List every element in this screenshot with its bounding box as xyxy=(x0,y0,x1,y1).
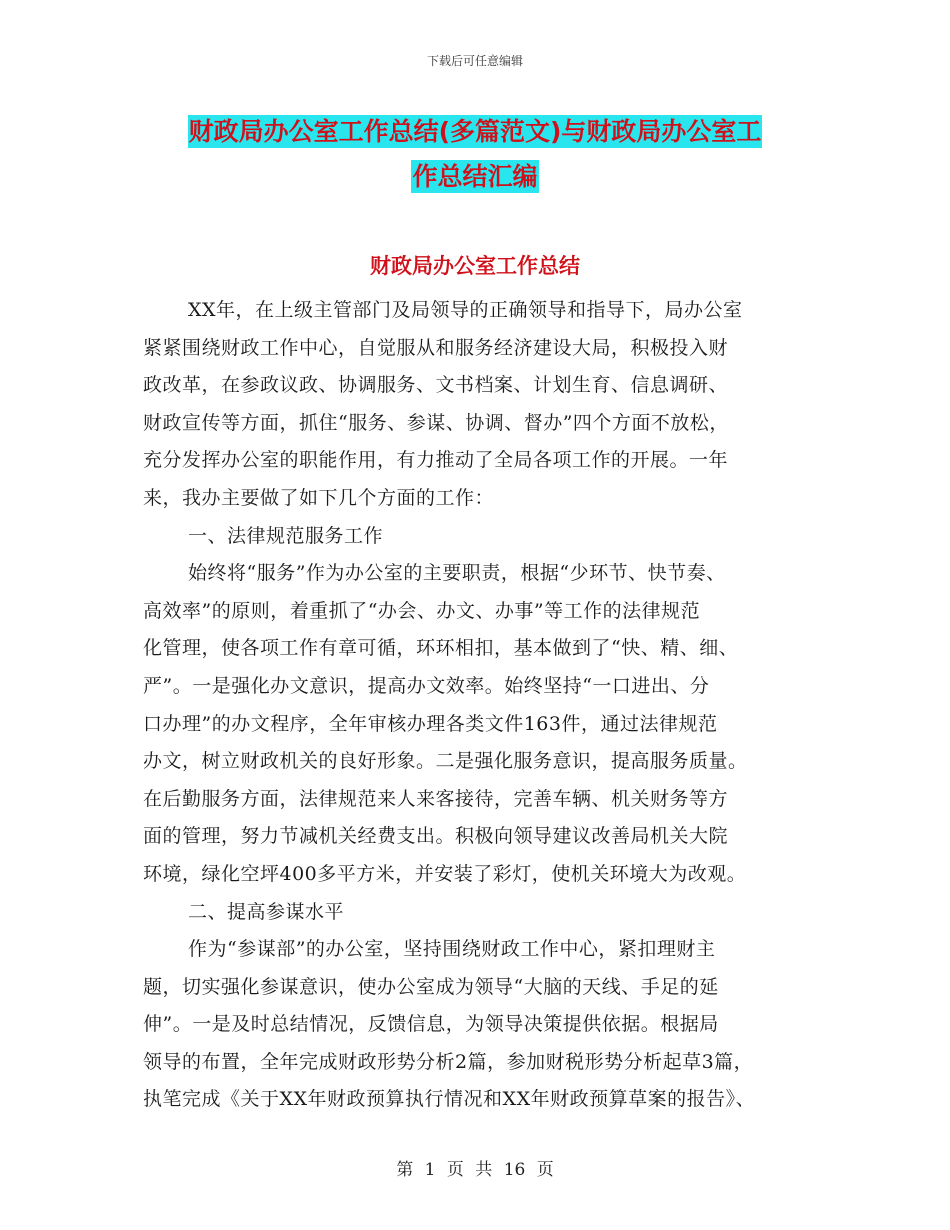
header-note: 下载后可任意编辑 xyxy=(426,54,523,68)
section-heading: 二、提高参谋水平 xyxy=(188,900,345,923)
text-line: 作为“参谋部”的办公室，坚持围绕财政工作中心，紧扣理财主 xyxy=(188,938,716,961)
text-line: 题，切实强化参谋意识，使办公室成为领导“大脑的天线、手足的延 xyxy=(143,975,719,998)
text-line: 来，我办主要做了如下几个方面的工作： xyxy=(143,486,495,509)
text-line: 高效率”的原则，着重抓了“办会、办文、办事”等工作的法律规范 xyxy=(143,599,701,622)
body-text xyxy=(143,292,823,1119)
text-line: 充分发挥办公室的职能作用，有力推动了全局各项工作的开展。一年 xyxy=(143,449,729,472)
text-line: 在后勤服务方面，法律规范来人来客接待，完善车辆、机关财务等方 xyxy=(143,787,729,810)
section-heading: 一、法律规范服务工作 xyxy=(188,524,384,547)
text-line: 面的管理，努力节减机关经费支出。积极向领导建议改善局机关大院 xyxy=(143,825,729,848)
text-line: 伸”。一是及时总结情况，反馈信息，为领导决策提供依据。根据局 xyxy=(143,1013,719,1036)
section-title: 财政局办公室工作总结 xyxy=(370,254,580,278)
text-line: 领导的布置，全年完成财政形势分析2篇，参加财税形势分析起草3篇， xyxy=(143,1050,754,1073)
text-line: 严”。一是强化办文意识，提高办文效率。始终坚持“一口进出、分 xyxy=(143,674,710,697)
text-line: 环境，绿化空坪400多平方米，并安装了彩灯，使机关环境大为改观。 xyxy=(143,862,747,885)
text-line: 始终将“服务”作为办公室的主要职责，根据“少环节、快节奏、 xyxy=(188,562,726,585)
document-title-line-1 xyxy=(0,112,950,148)
text-line: XX年，在上级主管部门及局领导的正确领导和指导下，局办公室 xyxy=(188,299,743,321)
text-line: 口办理”的办文程序，全年审核办理各类文件163件，通过法律规范 xyxy=(143,712,718,735)
text-line: 财政宣传等方面，抓住“服务、参谋、协调、督办”四个方面不放松， xyxy=(143,411,729,434)
page-footer: 第 1 页 共 16 页 xyxy=(396,1160,554,1180)
text-line: 办文，树立财政机关的良好形象。二是强化服务意识，提高服务质量。 xyxy=(143,750,748,773)
text-line: 化管理，使各项工作有章可循，环环相扣，基本做到了“快、精、细、 xyxy=(143,637,739,660)
text-line: 政改革，在参政议政、协调服务、文书档案、计划生育、信息调研、 xyxy=(143,374,729,397)
title-highlight-1: 财政局办公室工作总结(多篇范文)与财政局办公室工 xyxy=(188,117,762,146)
document-title-line-2 xyxy=(0,157,950,193)
text-line: 紧紧围绕财政工作中心，自觉服从和服务经济建设大局，积极投入财 xyxy=(143,336,729,359)
text-line: 执笔完成《关于XX年财政预算执行情况和XX年财政预算草案的报告》、 xyxy=(143,1088,756,1111)
title-highlight-2: 作总结汇编 xyxy=(412,162,538,191)
